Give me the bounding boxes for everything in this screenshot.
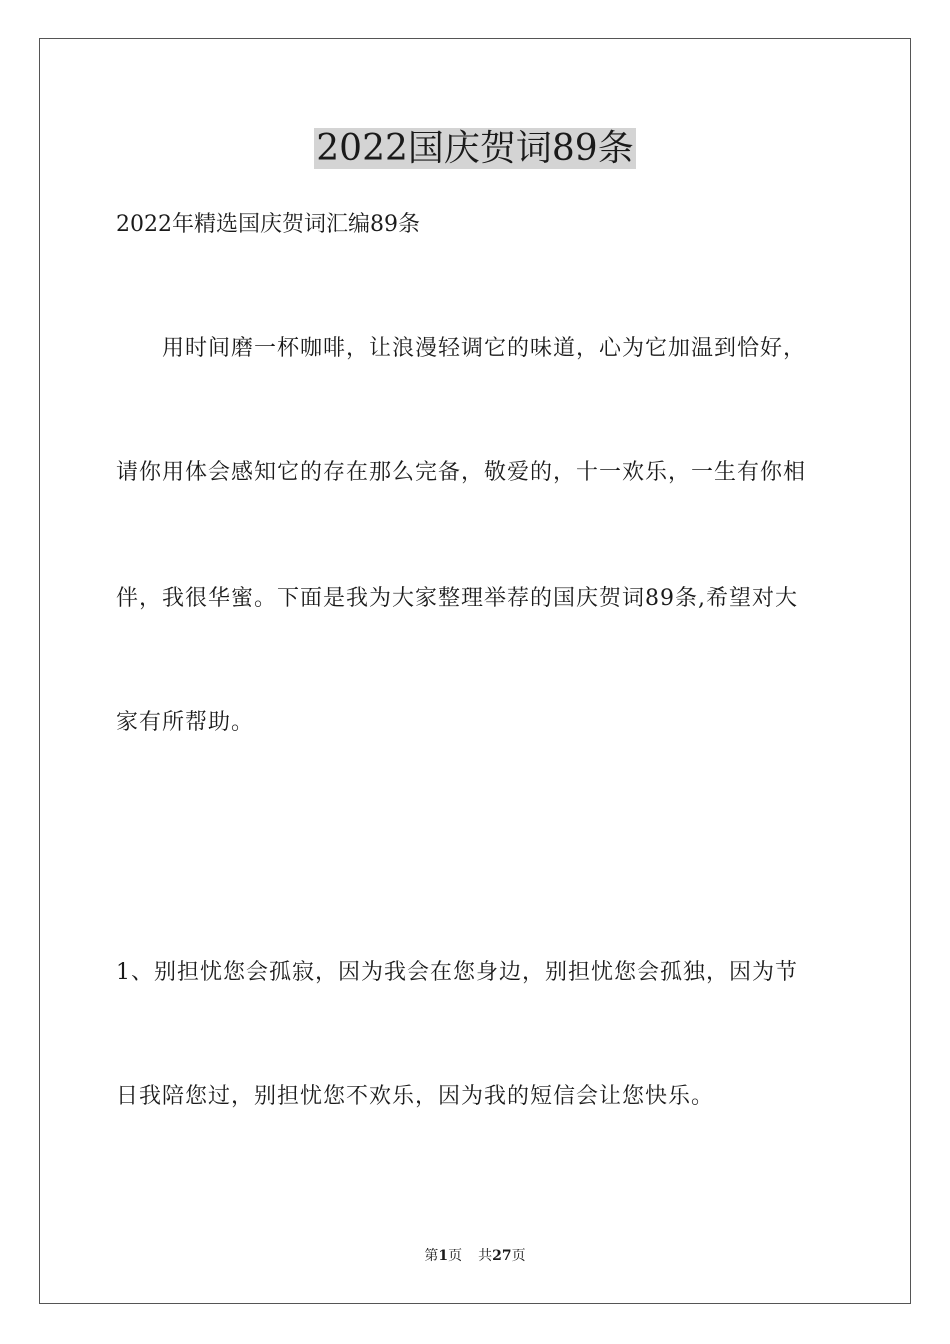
document-title-text: 2022国庆贺词89条 [316, 128, 634, 169]
intro-paragraph-line-2: 请你用体会感知它的存在那么完备，敬爱的，十一欢乐，一生有你相 [116, 460, 807, 485]
total-prefix: 共 [478, 1248, 493, 1264]
greeting-item-1-line-2: 日我陪您过，别担忧您不欢乐，因为我的短信会让您快乐。 [116, 1084, 715, 1109]
intro-paragraph-line-4: 家有所帮助。 [116, 710, 255, 735]
intro-paragraph-line-1: 用时间磨一杯咖啡，让浪漫轻调它的味道，心为它加温到恰好， [162, 336, 807, 361]
total-pages: 27 [492, 1248, 512, 1264]
page-footer [0, 1246, 950, 1266]
page-number: 1 [438, 1248, 449, 1264]
document-subtitle: 2022年精选国庆贺词汇编89条 [116, 212, 420, 237]
page-prefix: 第 [424, 1248, 439, 1264]
greeting-item-1-line-1: 1、别担忧您会孤寂，因为我会在您身边，别担忧您会孤独，因为节 [116, 960, 798, 985]
total-suffix: 页 [511, 1248, 526, 1264]
page-suffix: 页 [448, 1248, 463, 1264]
intro-paragraph-line-3: 伴，我很华蜜。下面是我为大家整理举荐的国庆贺词89条,希望对大 [116, 586, 798, 611]
document-title [0, 128, 950, 170]
